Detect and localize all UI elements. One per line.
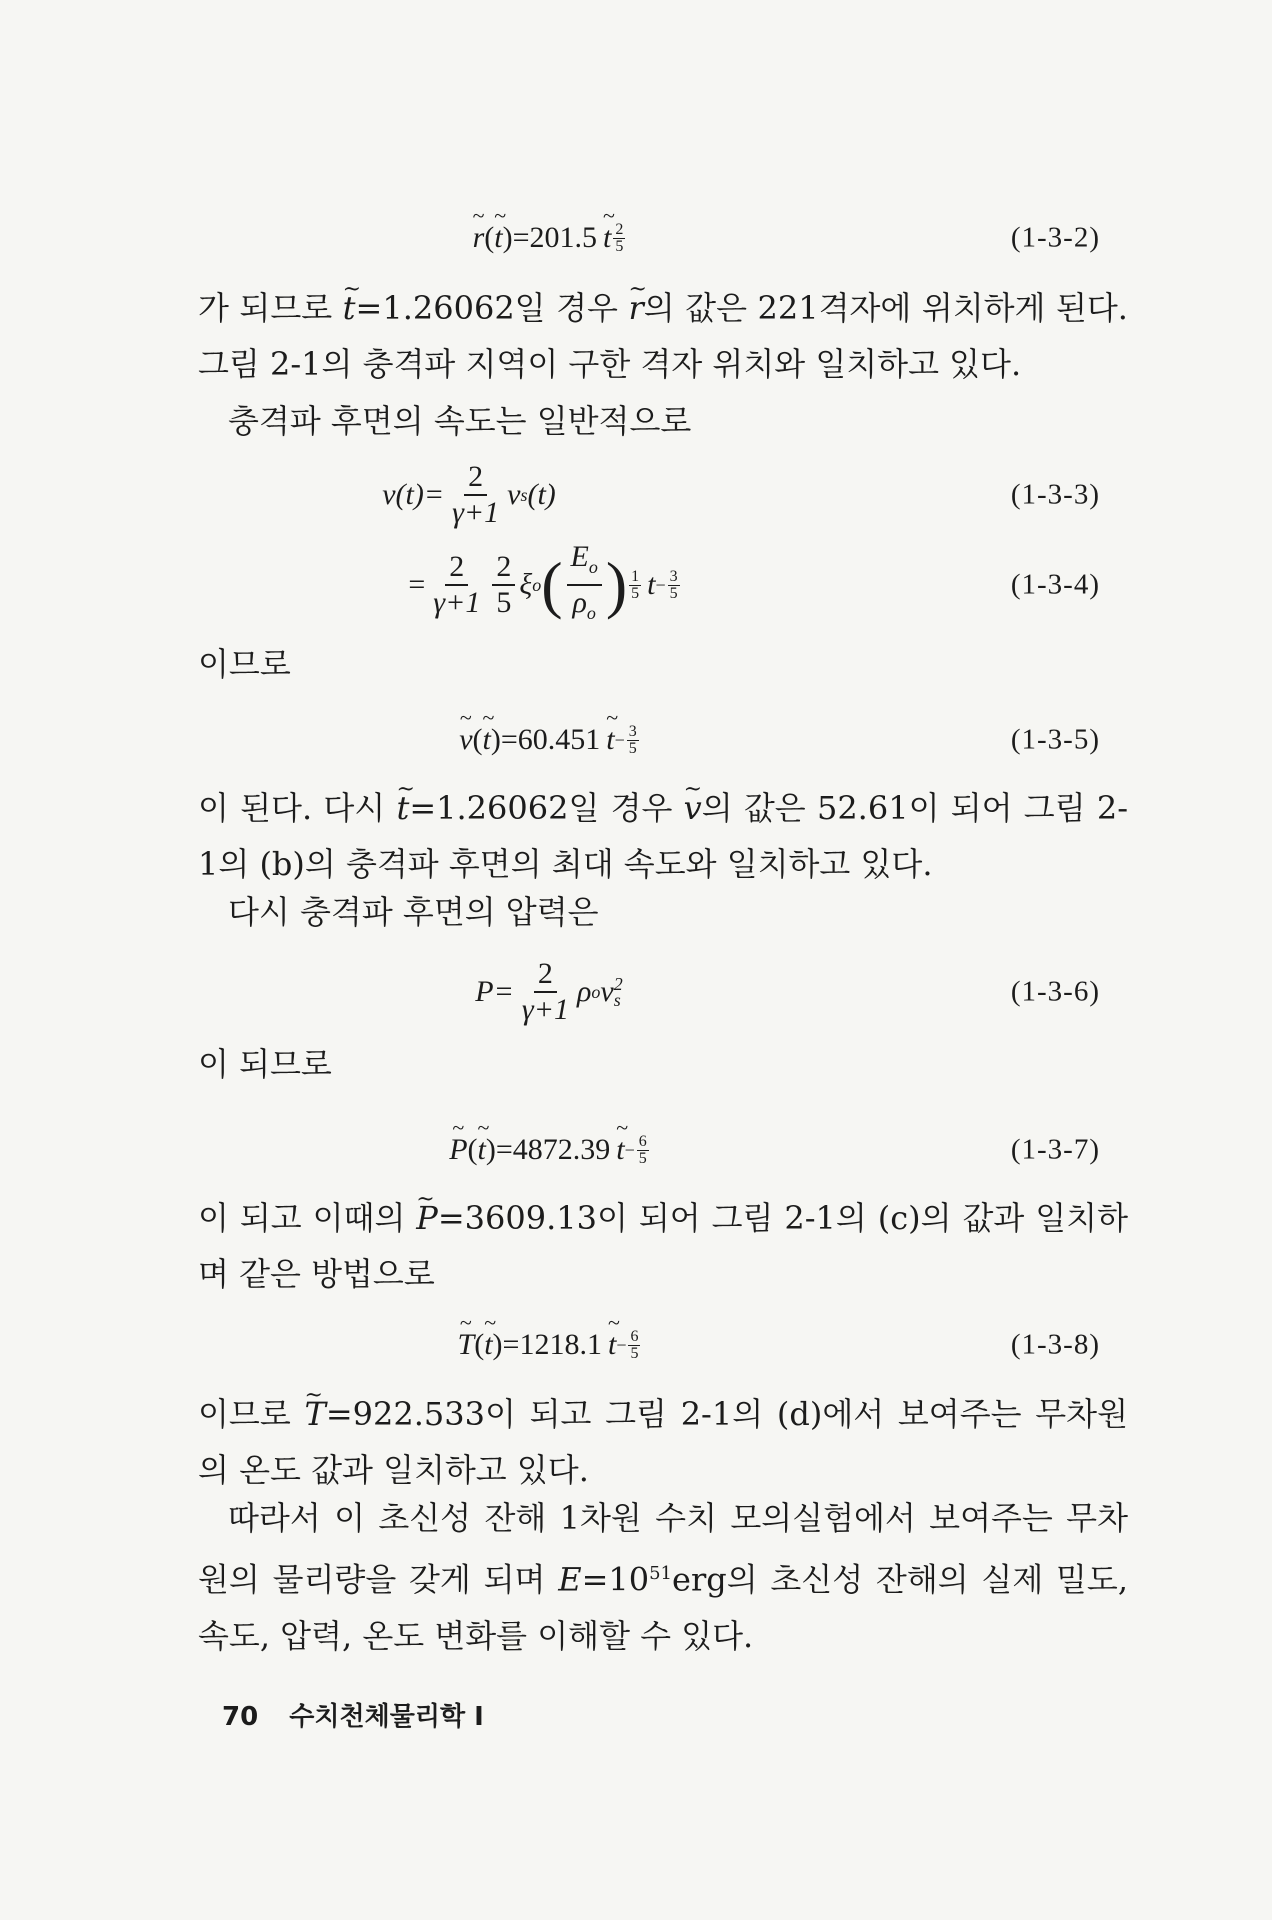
eq-lhs: ~ r — [473, 221, 485, 255]
paragraph-5: 다시 충격파 후면의 압력은 — [228, 893, 599, 931]
paragraph-2: 충격파 후면의 속도는 일반적으로 — [228, 402, 692, 440]
inline-t: ~ t — [343, 280, 356, 336]
equation-number: (1-3-2) — [1010, 221, 1100, 254]
equation-1-3-8 — [198, 1305, 1100, 1385]
equation-1-3-3 — [198, 455, 1100, 535]
inline-r: ~ r — [628, 280, 643, 336]
equation-body: ~ v ( ~ t ) =60.451 ~ t − $\frac{3}{5}$ — [198, 700, 900, 780]
paragraph-3: 이므로 — [198, 645, 291, 683]
eq-fraction: $\frac{2}{\gamma+1}$ — [452, 460, 500, 529]
paragraph-6: 이 되므로 — [198, 1045, 332, 1083]
equation-body: v(t)= $\frac{2}{\gamma+1}$ v s (t) — [382, 460, 556, 529]
paragraph-4: 이 된다. 다시 ~ t=1.26062일 경우 ~ v의 값은 52.61이 되어 그림 2-1의 (b)의 충격파 후면의 최대 속도와 일치하고 있다. — [198, 780, 1128, 892]
paragraph-8: 이므로 ~ T=922.533이 되고 그림 2-1의 (d)에서 보여주는 무차원의 온도 값과 일치하고 있다. — [198, 1386, 1128, 1498]
equation-number: (1-3-3) — [1010, 478, 1100, 511]
equation-number: (1-3-4) — [1010, 568, 1100, 601]
equation-body: ~ r ( ~ t ) =201.5 ~ t 2 5 — [198, 198, 900, 278]
equation-1-3-7 — [198, 1110, 1100, 1190]
book-title: 수치천체물리학 I — [289, 1702, 484, 1732]
eq-exponent: 2 5 — [615, 220, 624, 255]
equation-body: ~ P ( ~ t ) =4872.39 ~ t − $\frac{6}{5}$ — [198, 1110, 900, 1190]
equation-1-3-4 — [198, 540, 1100, 630]
page-footer — [222, 1696, 506, 1733]
equation-number: (1-3-6) — [1010, 975, 1100, 1008]
eq-var: ~ t — [603, 221, 611, 255]
equation-1-3-2 — [198, 198, 1100, 278]
eq-rhs: =201.5 — [512, 221, 598, 254]
equation-body: = $\frac{2}{\gamma+1}$ $\frac{2}{5}$ ξ o ( $\frac{E_o}{\rho_o}$ ) 1 5 t − $\frac{3}{5}$ — [408, 540, 678, 623]
equation-number: (1-3-8) — [1010, 1328, 1100, 1361]
equation-1-3-6 — [198, 952, 1100, 1032]
paragraph-1: 가 되므로 ~ t=1.26062일 경우 ~ r의 값은 221격자에 위치하게 된다. 그림 2-1의 충격파 지역이 구한 격자 위치와 일치하고 있다. — [198, 280, 1128, 392]
equation-number: (1-3-7) — [1010, 1133, 1100, 1166]
equation-number: (1-3-5) — [1010, 723, 1100, 756]
eq-lhs: v(t)= — [382, 478, 445, 511]
equation-body: P= $\frac{2}{\gamma+1}$ ρ o v 2 s — [475, 957, 623, 1026]
equation-body: ~ T ( ~ t ) =1218.1 ~ t − $\frac{6}{5}$ — [198, 1305, 900, 1385]
paragraph-7: 이 되고 이때의 ~ P=3609.13이 되어 그림 2-1의 (c)의 값과 일치하며 같은 방법으로 — [198, 1190, 1128, 1302]
paragraph-9: 따라서 이 초신성 잔해 1차원 수치 모의실험에서 보여주는 무차원의 물리량을 갖게 되며 $E=10^{51}erg$의 초신성 잔해의 실제 밀도, 속도, 압력, 온도 변화를 이해할 수 있다. — [198, 1499, 1128, 1655]
page-number: 70 — [222, 1702, 259, 1732]
eq-arg: ~ t — [494, 221, 502, 255]
equation-1-3-5 — [198, 700, 1100, 780]
